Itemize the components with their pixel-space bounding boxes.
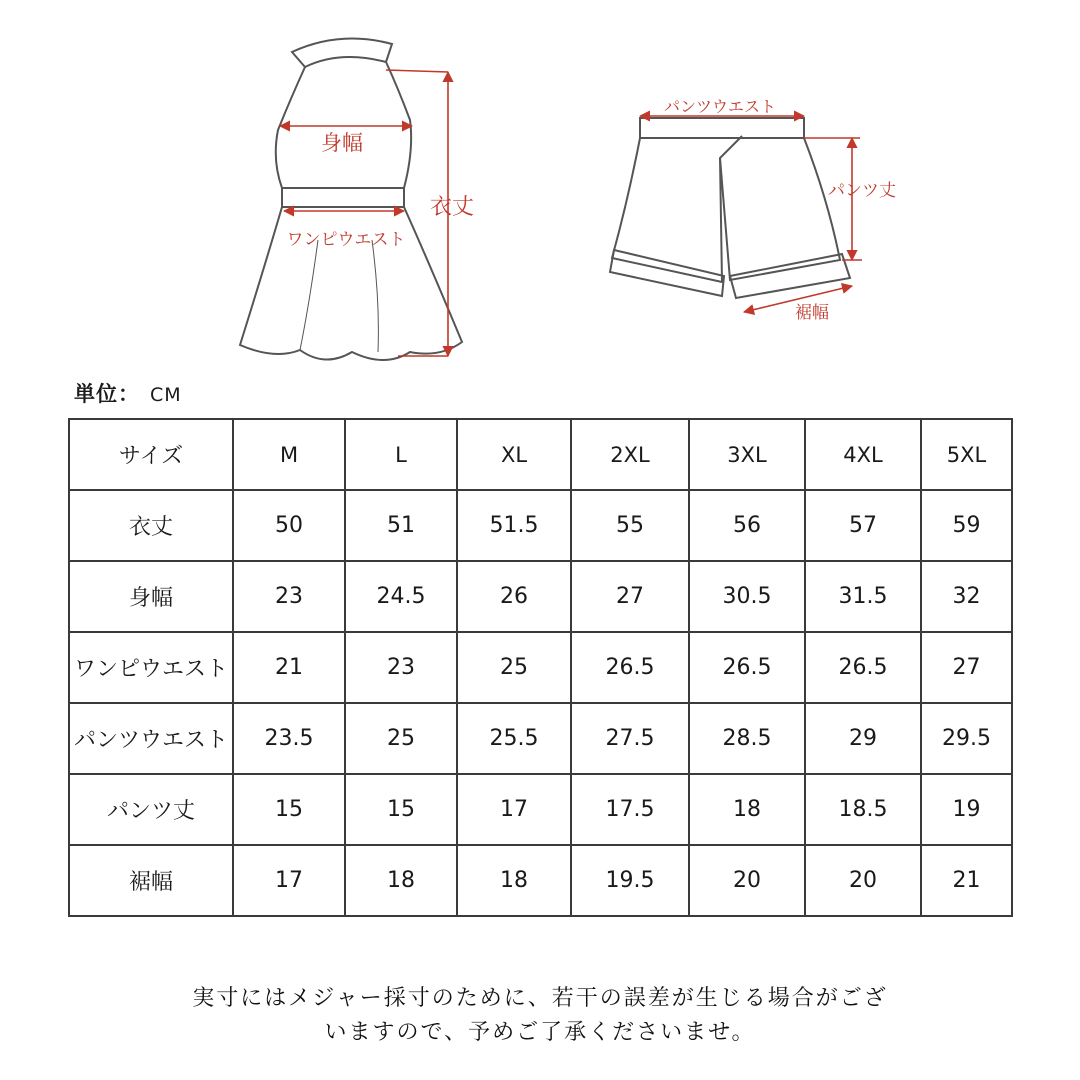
- dress-dimension-lines: [280, 70, 448, 356]
- disclaimer-note: [0, 982, 1080, 1050]
- label-hem-width: 裾幅: [795, 303, 829, 323]
- value-cell: 24.5: [345, 561, 457, 632]
- value-cell: 55: [571, 490, 689, 561]
- value-cell: 18: [689, 774, 805, 845]
- label-length: 衣丈: [429, 195, 475, 220]
- value-cell: 51: [345, 490, 457, 561]
- unit-value: CM: [150, 384, 182, 406]
- value-cell: 20: [689, 845, 805, 916]
- size-cell: M: [233, 419, 345, 490]
- value-cell: 18: [345, 845, 457, 916]
- value-cell: 19.5: [571, 845, 689, 916]
- table-row: [69, 561, 1012, 632]
- value-cell: 15: [345, 774, 457, 845]
- value-cell: 28.5: [689, 703, 805, 774]
- row-label-cell: パンツ丈: [69, 774, 233, 845]
- value-cell: 29.5: [921, 703, 1012, 774]
- table-row: [69, 490, 1012, 561]
- value-cell: 32: [921, 561, 1012, 632]
- table-row: [69, 845, 1012, 916]
- value-cell: 26.5: [571, 632, 689, 703]
- value-cell: 50: [233, 490, 345, 561]
- size-diagrams: [0, 0, 1080, 380]
- table-row: [69, 703, 1012, 774]
- value-cell: 17.5: [571, 774, 689, 845]
- value-cell: 25.5: [457, 703, 571, 774]
- row-label-cell: 衣丈: [69, 490, 233, 561]
- size-cell: L: [345, 419, 457, 490]
- note-line-1: 実寸にはメジャー採寸のために、若干の誤差が生じる場合がござ: [192, 986, 888, 1011]
- header-cell-size: サイズ: [69, 419, 233, 490]
- size-cell: 2XL: [571, 419, 689, 490]
- dress-illustration: [240, 39, 462, 360]
- value-cell: 17: [233, 845, 345, 916]
- value-cell: 27: [921, 632, 1012, 703]
- value-cell: 18.5: [805, 774, 921, 845]
- size-cell: 4XL: [805, 419, 921, 490]
- row-label-cell: ワンピウエスト: [69, 632, 233, 703]
- value-cell: 57: [805, 490, 921, 561]
- row-label-cell: パンツウエスト: [69, 703, 233, 774]
- unit-line: [74, 378, 182, 408]
- size-table-body: [69, 419, 1012, 916]
- size-cell: 5XL: [921, 419, 1012, 490]
- value-cell: 29: [805, 703, 921, 774]
- value-cell: 18: [457, 845, 571, 916]
- table-row: [69, 774, 1012, 845]
- value-cell: 15: [233, 774, 345, 845]
- label-body-width: 身幅: [321, 131, 363, 155]
- value-cell: 21: [233, 632, 345, 703]
- table-row: [69, 632, 1012, 703]
- value-cell: 20: [805, 845, 921, 916]
- label-pants-length: パンツ丈: [828, 181, 896, 201]
- value-cell: 25: [345, 703, 457, 774]
- size-cell: 3XL: [689, 419, 805, 490]
- value-cell: 23.5: [233, 703, 345, 774]
- value-cell: 56: [689, 490, 805, 561]
- row-label-cell: 裾幅: [69, 845, 233, 916]
- value-cell: 59: [921, 490, 1012, 561]
- value-cell: 27.5: [571, 703, 689, 774]
- value-cell: 23: [233, 561, 345, 632]
- value-cell: 26: [457, 561, 571, 632]
- value-cell: 17: [457, 774, 571, 845]
- size-table: [68, 418, 1013, 917]
- label-onepiece-waist: ワンピウエスト: [286, 230, 406, 250]
- shorts-illustration: [610, 118, 850, 298]
- value-cell: 23: [345, 632, 457, 703]
- value-cell: 27: [571, 561, 689, 632]
- value-cell: 30.5: [689, 561, 805, 632]
- note-line-2: いますので、予めご了承くださいませ。: [324, 1020, 756, 1045]
- value-cell: 51.5: [457, 490, 571, 561]
- value-cell: 26.5: [805, 632, 921, 703]
- row-label-cell: 身幅: [69, 561, 233, 632]
- table-header-row: [69, 419, 1012, 490]
- unit-label: 単位：: [74, 382, 140, 406]
- label-pants-waist: パンツウエスト: [663, 97, 777, 116]
- value-cell: 25: [457, 632, 571, 703]
- value-cell: 31.5: [805, 561, 921, 632]
- value-cell: 21: [921, 845, 1012, 916]
- size-cell: XL: [457, 419, 571, 490]
- value-cell: 26.5: [689, 632, 805, 703]
- value-cell: 19: [921, 774, 1012, 845]
